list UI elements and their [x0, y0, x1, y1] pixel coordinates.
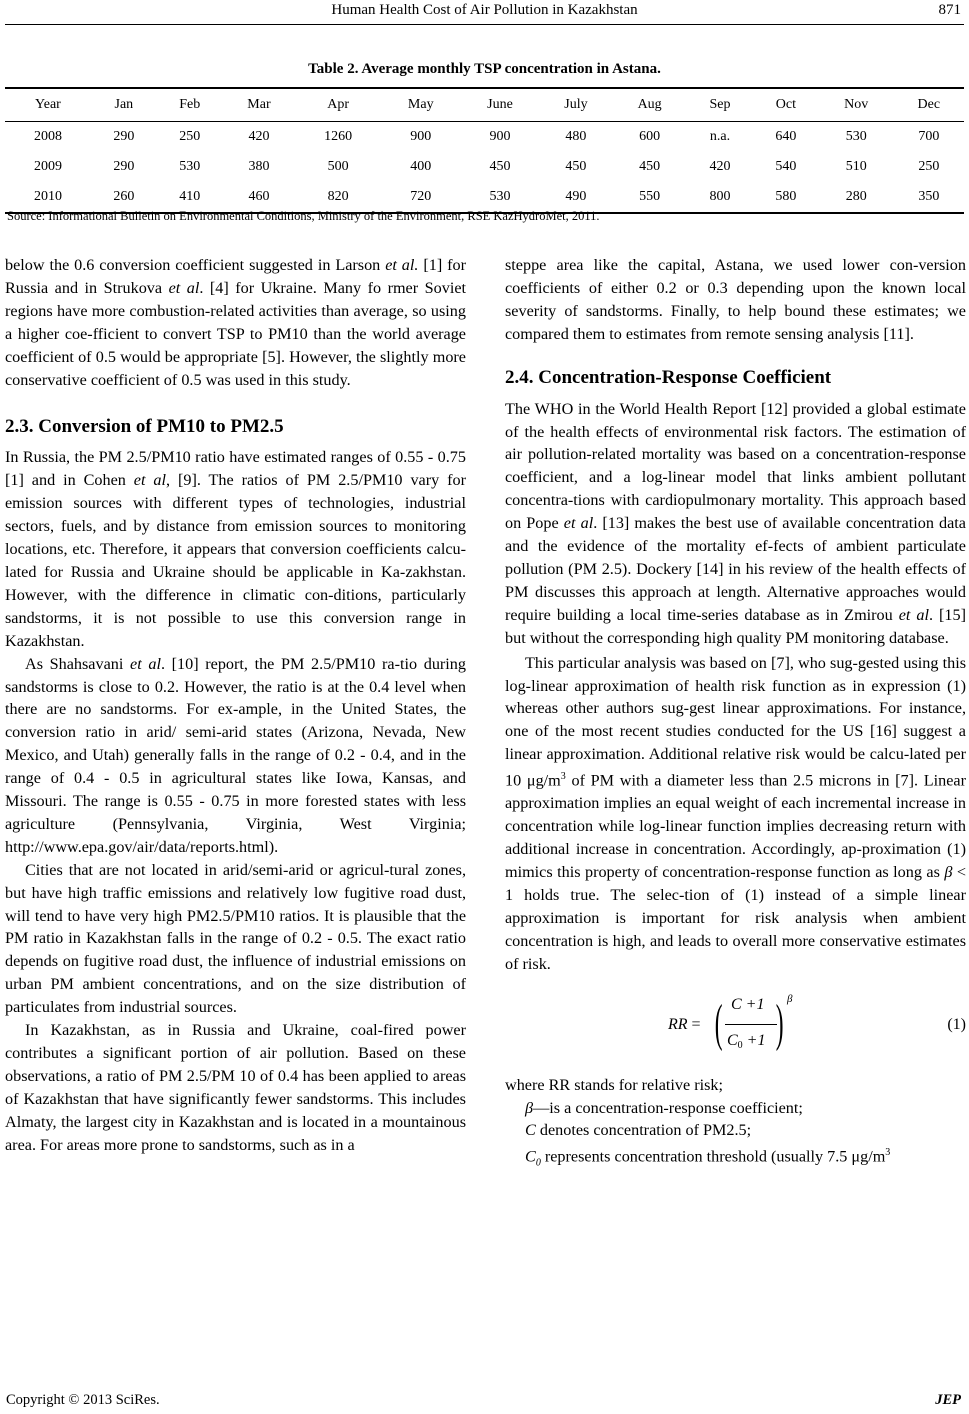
- table-cell: 530: [845, 129, 867, 144]
- text-run: . [13] makes the best use of available concentration data and the evidence of the mortality ef-fects of ambient particulate pollution (PM 2.5). Dockery [14] in his review of the health effects of PM discusses this approach at length. Alternative approaches would require building a local time-series database as in Zmirou: [505, 514, 966, 624]
- table-cell: n.a.: [709, 129, 731, 144]
- table-cell: 540: [775, 159, 797, 174]
- table-cell: 2008: [33, 129, 62, 144]
- table-cell: 800: [687, 182, 753, 213]
- text-run: < 1 holds true. The selec-tion of (1) instead of a simple linear approximation is important for risk analysis when ambient concentration is high, and leads to overall more conservative estimates of risk.: [505, 863, 966, 973]
- table-cell: 450: [565, 159, 587, 174]
- text-run: denotes concentration of PM2.5;: [535, 1121, 752, 1140]
- table-cell: 530: [460, 182, 539, 213]
- page-number: 871: [938, 2, 961, 18]
- table-cell: 480: [565, 129, 587, 144]
- table-cell: 460: [223, 182, 296, 213]
- superscript: 3: [885, 1147, 891, 1159]
- table-row: [5, 122, 964, 153]
- paragraph-analysis: [505, 652, 966, 976]
- text-run: As Shahsavani: [25, 654, 131, 673]
- equation-1: [505, 988, 966, 1064]
- et-al: et al: [130, 654, 161, 673]
- et-al: et al: [168, 278, 200, 297]
- table-cell: 580: [753, 182, 819, 213]
- text-run: In Russia, the PM 2.5/PM10 ratio have estimated ranges of 0.55 - 0.75 [1] and in Cohen: [5, 448, 466, 490]
- left-paren: (: [714, 994, 723, 1052]
- text-run: , [9]. The ratios of PM 2.5/PM10 vary for emission sources with different types of technologies, industrial sectors, fuels, and by distance from emission sources to monitoring locations, etc. Therefore, it appears that conversion coefficients calcu-lated for Russia and Ukraine should be applicable in Ka-zakhstan. However, with the difference in climatic con-ditions, particularly sandstorms, it is not possible to use this conversion range in Kazakhstan.: [5, 471, 467, 650]
- paragraph-who: [505, 398, 966, 650]
- table-cell: 450: [489, 159, 511, 174]
- table-cell: 2010: [5, 182, 91, 213]
- text-run: represents concentration threshold (usually 7.5 μg/m: [540, 1147, 886, 1166]
- table-cell: 420: [709, 159, 731, 174]
- text-run: . [4] for Ukraine. Many fo rmer Soviet regions have more combustion-related activities than average, so using a higher coe-fficient to convert TSP to PM10 than the world average coefficient of 0.5 would be appropriate [5]. However, the slightly more conservative coefficient of 0.5 was used in this study.: [5, 278, 466, 389]
- equation-lhs: [668, 1014, 701, 1037]
- running-title: Human Health Cost of Air Pollution in Kazakhstan: [331, 2, 638, 18]
- denominator-plus-one: +1: [742, 1031, 766, 1049]
- fraction-bar: [725, 1024, 777, 1025]
- denominator-c: C: [727, 1031, 738, 1049]
- beta-symbol: β: [525, 1098, 534, 1117]
- table-cell: 820: [295, 182, 381, 213]
- table-cell: 490: [540, 182, 613, 213]
- table-cell: 2009: [33, 159, 62, 174]
- et-al: et al: [898, 605, 929, 624]
- text-run: . [15] but without the corresponding high quality PM monitoring database.: [505, 605, 967, 647]
- table-cell: 400: [410, 159, 432, 174]
- table-cell: 530: [179, 159, 201, 174]
- header-june: June: [460, 88, 539, 122]
- left-column: [5, 254, 466, 1157]
- table-cell: 510: [845, 159, 867, 174]
- table-body: [5, 122, 964, 214]
- journal-abbrev: JEP: [935, 1392, 961, 1408]
- table-cell: 720: [381, 182, 460, 213]
- table-cell: 290: [113, 129, 135, 144]
- right-column: [505, 254, 966, 1176]
- text-run: . [10] report, the PM 2.5/PM10 ra-tio during sandstorms is close to 0.2. However, the ratio is at the 0.4 level when there are no sandstorms. For ex-ample, in the United States, the conversion ratio in arid/ semi-arid states (Arizona, Nevada, New Mexico, and Utah) generally falls in the range of 0.2 - 0.4, and in the range of 0.4 - 0.5 in agricultural states like Iowa, Kansas, and Missouri. The range is 0.55 - 0.75 in more forested states with less agriculture (Pennsylvania, Virginia, West Virginia; http://www.epa.gov/air/data/reports.html).: [5, 654, 466, 856]
- header-rule: [5, 24, 964, 25]
- tsp-table: [5, 87, 964, 214]
- table-cell: 260: [91, 182, 157, 213]
- text-run: [1] for Russia and in Strukova: [5, 256, 466, 297]
- paragraph-shahsavani: [5, 653, 466, 859]
- header-jan: Jan: [91, 88, 157, 122]
- table-cell: 600: [639, 129, 661, 144]
- header-mar: Mar: [223, 88, 296, 122]
- equation-denominator: [727, 1030, 765, 1058]
- table-cell: 1260: [324, 129, 353, 144]
- et-al: et al.: [385, 256, 419, 274]
- table-cell: 380: [248, 159, 270, 174]
- table-cell: 900: [489, 129, 511, 144]
- header-oct: Oct: [753, 88, 819, 122]
- table-caption: Table 2. Average monthly TSP concentration in Astana.: [308, 61, 661, 77]
- equation-number: (1): [947, 1015, 966, 1033]
- equation-rr: RR: [668, 1015, 688, 1033]
- text-run: —is a concentration-response coefficient;: [533, 1098, 803, 1117]
- table-cell: 640: [775, 129, 797, 144]
- subscript: 0: [535, 1158, 541, 1170]
- table-cell: 550: [612, 182, 687, 213]
- header-may: May: [381, 88, 460, 122]
- table-cell: 410: [157, 182, 223, 213]
- table-cell: 250: [918, 159, 940, 174]
- table-source-note: Source: Informational Bulletin on Environmental Conditions, Ministry of the Environment, RSE KazHydroMet, 2011.: [7, 209, 600, 223]
- paragraph-tsp-coefficient: [5, 254, 466, 391]
- table-cell: 420: [248, 129, 270, 144]
- paragraph-cities: Cities that are not located in arid/semi-arid or agricul-tural zones, but have high traffic emissions and relatively low fugitive road dust, will tend to have very high PM2.5/PM10 ratios. It is plausible that the PM ratio in Kazakhstan falls in the range of 0.2 - 0.5. The exact ratio depends on fugitive road dust, the influence of industrial emissions on urban PM ambient concentrations, and on the size distribution of particulates from industrial sources.: [5, 860, 466, 1017]
- header-sep: Sep: [687, 88, 753, 122]
- definition-c0: [505, 1142, 966, 1176]
- text-run: The WHO in the World Health Report [12] provided a global estimate of the health effects of environmental risk factors. The estimation of air pollution-related mortality was based on a concentration-response coefficient, and a log-linear model that links ambient pollutant concentra-tions with cardiopulmonary mortality. This approach based on Pope: [505, 399, 966, 533]
- header-year: Year: [5, 88, 91, 122]
- denominator-subscript: 0: [737, 1039, 743, 1051]
- c-symbol: C: [525, 1121, 536, 1140]
- header-nov: Nov: [819, 88, 894, 122]
- table-cell: 900: [410, 129, 432, 144]
- superscript: 3: [560, 771, 566, 783]
- c0-symbol: C: [525, 1147, 536, 1166]
- section-heading-2-4: 2.4. Concentration-Response Coefficient: [505, 366, 832, 388]
- equation-numerator: C +1: [731, 995, 765, 1013]
- definition-intro: where RR stands for relative risk;: [505, 1075, 724, 1094]
- paragraph-russia-ratio: [5, 446, 466, 652]
- equation-equals: =: [691, 1015, 701, 1033]
- right-paren: ): [775, 994, 784, 1052]
- definition-beta: [505, 1097, 966, 1120]
- text-run: below the 0.6 conversion coefficient suggested in Larson: [5, 256, 386, 274]
- text-run: of PM with a diameter less than 2.5 microns in [7]. Linear approximation implies an equal weight of each incremental increase in concentration while log-linear function implies decreasing return with additional increase in concentration. Accordingly, ap-proximation (1) mimics this property of concentration-response function as long as: [505, 771, 966, 882]
- table-cell: 450: [639, 159, 661, 174]
- paragraph-steppe: steppe area like the capital, Astana, we used lower con-version coefficients of either 0.2 or 0.3 depending upon the known local severity of sandstorms. Finally, to help bound these estimates; we compared them to estimates from remote sensing analysis [11].: [505, 256, 966, 343]
- header-dec: Dec: [894, 88, 964, 122]
- header-aug: Aug: [612, 88, 687, 122]
- table-cell: 250: [179, 129, 201, 144]
- beta-symbol: β: [944, 863, 953, 882]
- table-cell: 280: [819, 182, 894, 213]
- table-header-row: [5, 88, 964, 122]
- table-row: [5, 152, 964, 182]
- equation-exponent: β: [787, 992, 793, 1005]
- text-run: This particular analysis was based on [7], who sug-gested using this log-linear approximation of health risk function as in expression (1) whereas other authors sug-gest linear approximations. For instance, one of the most recent studies conducted for the US [16] suggest a linear approximation. Additional relative risk would be calcu-lated per 10 μg/m: [505, 653, 966, 790]
- section-heading-2-3: 2.3. Conversion of PM10 to PM2.5: [5, 416, 284, 438]
- et-al: et al: [133, 471, 166, 490]
- definition-c: [505, 1119, 966, 1142]
- et-al: et al: [563, 514, 594, 533]
- header-july: July: [540, 88, 613, 122]
- table-cell: 700: [918, 129, 940, 144]
- table-cell: 350: [894, 182, 964, 213]
- copyright-footer: Copyright © 2013 SciRes.: [6, 1392, 160, 1408]
- table-header: [5, 88, 964, 122]
- paragraph-coal-power: In Kazakhstan, as in Russia and Ukraine, coal-fired power contributes a significant portion of air pollution. Based on these observations, a ratio of PM 2.5/PM 10 of 0.4 has been applied to areas of Kazakhstan that have significantly fewer sandstorms. This includes Almaty, the largest city in Kazakhstan and is located in a mountainous area. For areas more prone to sandstorms, such as in a: [5, 1021, 466, 1154]
- table-cell: 500: [327, 159, 349, 174]
- header-feb: Feb: [157, 88, 223, 122]
- header-apr: Apr: [295, 88, 381, 122]
- table-cell: 290: [113, 159, 135, 174]
